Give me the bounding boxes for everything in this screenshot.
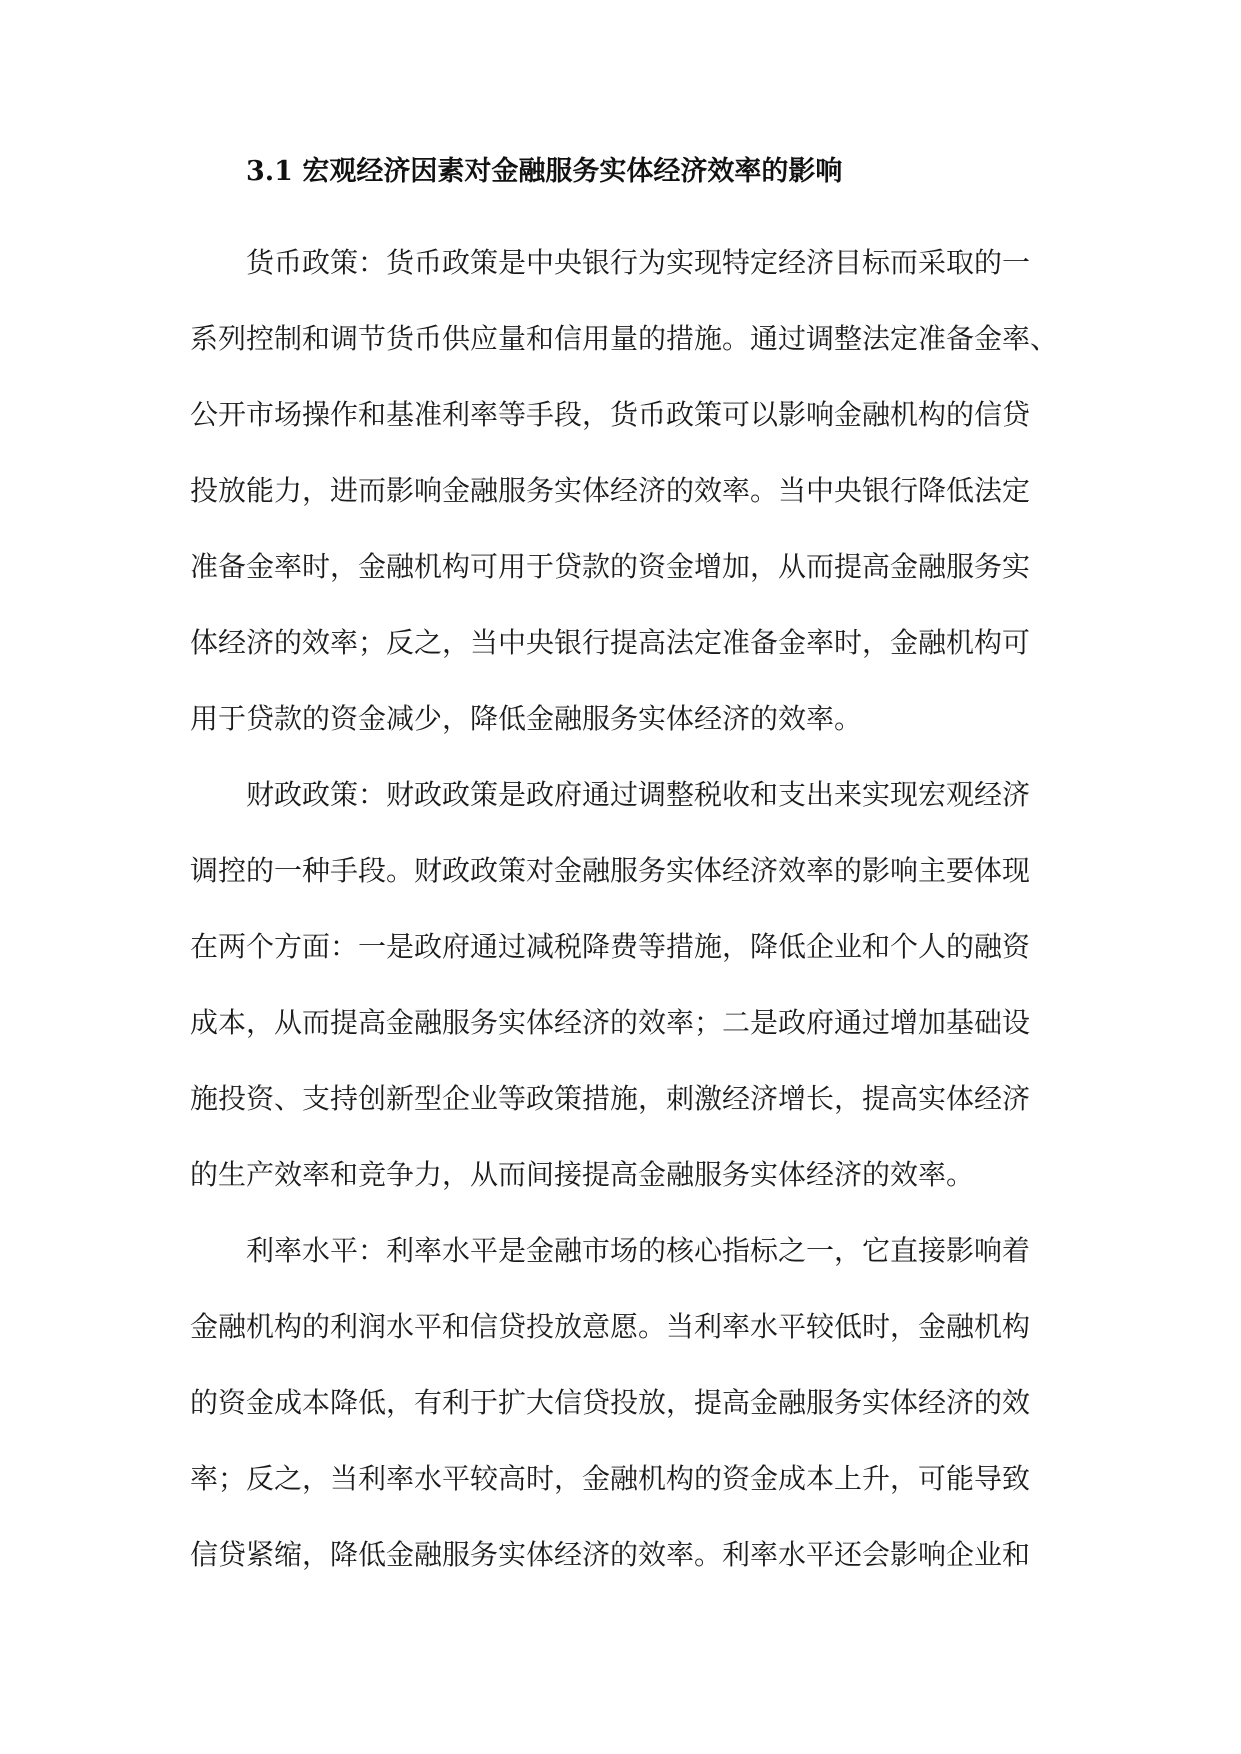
paragraph-line: 施投资、支持创新型企业等政策措施，刺激经济增长，提高实体经济: [190, 1082, 1031, 1115]
paragraph-line: 货币政策：货币政策是中央银行为实现特定经济目标而采取的一: [246, 246, 1031, 279]
paragraph-line: 准备金率时，金融机构可用于贷款的资金增加，从而提高金融服务实: [190, 550, 1031, 583]
document-body: [190, 148, 1060, 1593]
paragraph-line: 的资金成本降低，有利于扩大信贷投放，提高金融服务实体经济的效: [190, 1386, 1031, 1419]
paragraph-line: 体经济的效率；反之，当中央银行提高法定准备金率时，金融机构可: [190, 626, 1031, 659]
paragraph-line: 金融机构的利润水平和信贷投放意愿。当利率水平较低时，金融机构: [190, 1310, 1031, 1343]
paragraph-fiscal-policy: [190, 757, 1060, 1213]
paragraph-line: 调控的一种手段。财政政策对金融服务实体经济效率的影响主要体现: [190, 854, 1031, 887]
paragraph-line: 投放能力，进而影响金融服务实体经济的效率。当中央银行降低法定: [190, 474, 1031, 507]
paragraph-line: 在两个方面：一是政府通过减税降费等措施，降低企业和个人的融资: [190, 930, 1031, 963]
paragraph-line: 财政政策：财政政策是政府通过调整税收和支出来实现宏观经济: [246, 778, 1031, 811]
paragraph-line: 信贷紧缩，降低金融服务实体经济的效率。利率水平还会影响企业和: [190, 1538, 1031, 1571]
paragraph-monetary-policy: [190, 225, 1060, 757]
paragraph-line: 率；反之，当利率水平较高时，金融机构的资金成本上升，可能导致: [190, 1462, 1031, 1495]
section-heading: 3.1 宏观经济因素对金融服务实体经济效率的影响: [246, 156, 843, 187]
paragraph-line: 成本，从而提高金融服务实体经济的效率；二是政府通过增加基础设: [190, 1006, 1031, 1039]
paragraph-line: 利率水平：利率水平是金融市场的核心指标之一，它直接影响着: [246, 1234, 1031, 1267]
paragraph-interest-rate: [190, 1213, 1060, 1593]
paragraph-line: 用于贷款的资金减少，降低金融服务实体经济的效率。: [190, 702, 863, 735]
paragraph-line: 公开市场操作和基准利率等手段，货币政策可以影响金融机构的信贷: [190, 398, 1031, 431]
paragraph-line: 的生产效率和竞争力，从而间接提高金融服务实体经济的效率。: [190, 1158, 975, 1191]
paragraph-line: 系列控制和调节货币供应量和信用量的措施。通过调整法定准备金率、: [190, 322, 1059, 355]
